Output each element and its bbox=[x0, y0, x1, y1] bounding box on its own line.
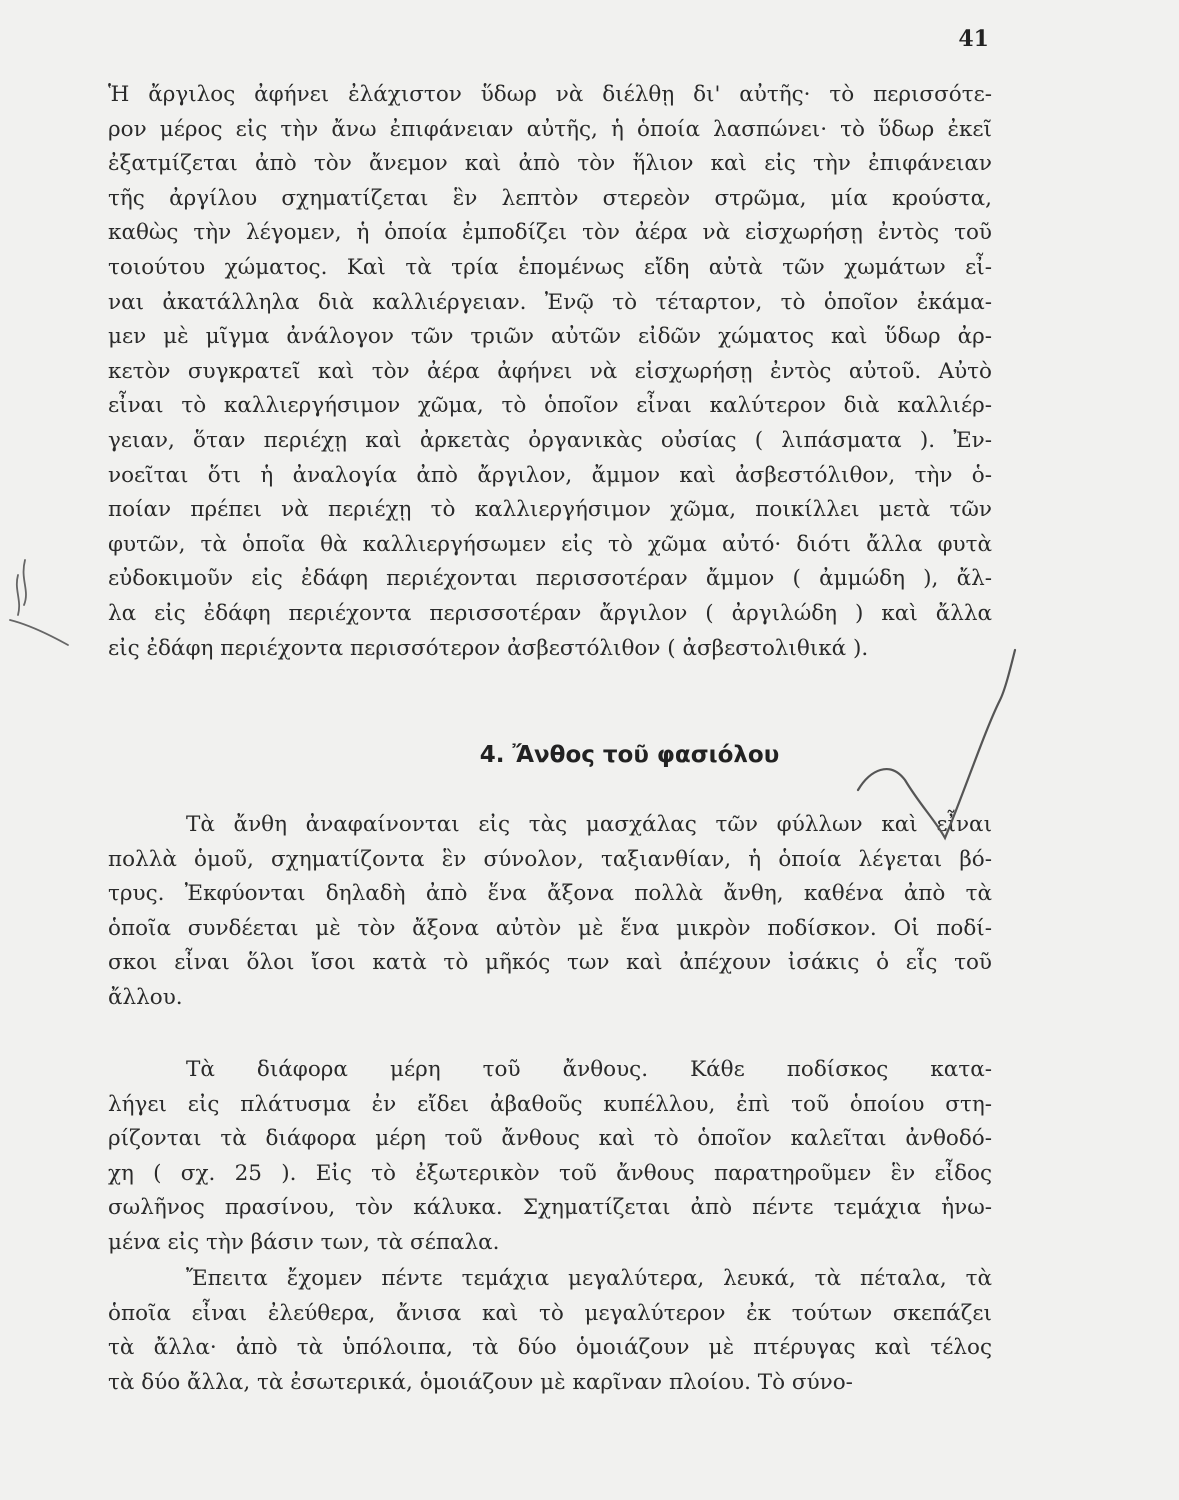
section-heading: 4. Ἄνθος τοῦ φασιόλου bbox=[479, 742, 780, 768]
text-line: ὁποῖα συνδέεται μὲ τὸν ἄξονα αὐτὸν μὲ ἕνα μικρὸν ποδίσκον. Οἱ ποδί- bbox=[108, 915, 992, 941]
text-line: τρυς. Ἐκφύονται δηλαδὴ ἀπὸ ἕνα ἄξονα πολλὰ ἄνθη, καθένα ἀπὸ τὰ bbox=[108, 881, 992, 907]
text-line: τοιούτου χώματος. Καὶ τὰ τρία ἑπομένως εἴδη αὐτὰ τῶν χωμάτων εἶ- bbox=[108, 254, 992, 280]
text-line: σκοι εἶναι ὅλοι ἴσοι κατὰ τὸ μῆκός των καὶ ἀπέχουν ἰσάκις ὁ εἷς τοῦ bbox=[108, 950, 992, 976]
paragraph-inflorescence bbox=[108, 808, 992, 1016]
text-line: γειαν, ὅταν περιέχῃ καὶ ἀρκετὰς ὀργανικὰς οὐσίας ( λιπάσματα ). Ἐν- bbox=[108, 427, 992, 453]
text-line: μένα εἰς τὴν βάσιν των, τὰ σέπαλα. bbox=[108, 1229, 500, 1255]
text-line: νοεῖται ὅτι ἡ ἀναλογία ἀπὸ ἄργιλον, ἄμμον καὶ ἀσβεστόλιθον, τὴν ὁ- bbox=[108, 462, 992, 488]
text-line: φυτῶν, τὰ ὁποῖα θὰ καλλιεργήσωμεν εἰς τὸ χῶμα αὐτό· διότι ἄλλα φυτὰ bbox=[108, 531, 992, 557]
text-line: ποίαν πρέπει νὰ περιέχῃ τὸ καλλιεργήσιμον χῶμα, ποικίλλει μετὰ τῶν bbox=[108, 497, 992, 523]
paragraph-petals bbox=[108, 1262, 992, 1400]
text-line: χη ( σχ. 25 ). Εἰς τὸ ἐξωτερικὸν τοῦ ἄνθους παρατηροῦμεν ἓν εἶδος bbox=[108, 1160, 992, 1186]
text-line: Ἡ ἄργιλος ἀφήνει ἐλάχιστον ὕδωρ νὰ διέλθῃ δι' αὐτῆς· τὸ περισσότε- bbox=[108, 82, 992, 107]
text-line: εἰς ἐδάφη περιέχοντα περισσότερον ἀσβεστόλιθον ( ἀσβεστολιθικά ). bbox=[108, 635, 869, 661]
paragraph-flower-parts bbox=[108, 1053, 992, 1261]
text-line: λα εἰς ἐδάφη περιέχοντα περισσοτέραν ἄργιλον ( ἀργιλώδη ) καὶ ἄλλα bbox=[108, 600, 992, 626]
text-line: σωλῆνος πρασίνου, τὸν κάλυκα. Σχηματίζεται ἀπὸ πέντε τεμάχια ἡνω- bbox=[108, 1195, 992, 1221]
text-line: λήγει εἰς πλάτυσμα ἐν εἴδει ἀβαθοῦς κυπέλλου, ἐπὶ τοῦ ὁποίου στη- bbox=[108, 1091, 992, 1117]
text-line: Τὰ διάφορα μέρη τοῦ ἄνθους. Κάθε ποδίσκος κατα- bbox=[186, 1057, 992, 1082]
text-line: πολλὰ ὁμοῦ, σχηματίζοντα ἓν σύνολον, ταξιανθίαν, ἡ ὁποία λέγεται βό- bbox=[108, 846, 992, 872]
text-line: ἄλλου. bbox=[108, 984, 183, 1010]
text-line: τῆς ἀργίλου σχηματίζεται ἓν λεπτὸν στερεὸν στρῶμα, μία κρούστα, bbox=[108, 185, 992, 211]
text-line: εἶναι τὸ καλλιεργήσιμον χῶμα, τὸ ὁποῖον εἶναι καλύτερον διὰ καλλιέρ- bbox=[108, 393, 992, 419]
text-line: κετὸν συγκρατεῖ καὶ τὸν ἀέρα ἀφήνει νὰ εἰσχωρήσῃ ἐντὸς αὐτοῦ. Αὐτὸ bbox=[108, 358, 992, 384]
text-line: Τὰ ἄνθη ἀναφαίνονται εἰς τὰς μασχάλας τῶν φύλλων καὶ εἶναι bbox=[186, 812, 992, 837]
text-line: τὰ ἄλλα· ἀπὸ τὰ ὑπόλοιπα, τὰ δύο ὁμοιάζουν μὲ πτέρυγας καὶ τέλος bbox=[108, 1335, 992, 1361]
text-line: καθὼς τὴν λέγομεν, ἡ ὁποία ἐμποδίζει τὸν ἀέρα νὰ εἰσχωρήσῃ ἐντὸς τοῦ bbox=[108, 220, 992, 246]
page-number: 41 bbox=[958, 26, 989, 52]
text-line: μεν μὲ μῖγμα ἀνάλογον τῶν τριῶν αὐτῶν εἰδῶν χώματος καὶ ὕδωρ ἀρ- bbox=[108, 324, 992, 350]
text-line: Ἔπειτα ἔχομεν πέντε τεμάχια μεγαλύτερα, λευκά, τὰ πέταλα, τὰ bbox=[186, 1266, 992, 1291]
text-line: ναι ἀκατάλληλα διὰ καλλιέργειαν. Ἐνῷ τὸ τέταρτον, τὸ ὁποῖον ἐκάμα- bbox=[108, 289, 992, 315]
text-line: τὰ δύο ἄλλα, τὰ ἐσωτερικά, ὁμοιάζουν μὲ καρῖναν πλοίου. Τὸ σύνο- bbox=[108, 1369, 853, 1395]
text-line: ρον μέρος εἰς τὴν ἄνω ἐπιφάνειαν αὐτῆς, ἡ ὁποία λασπώνει· τὸ ὕδωρ ἐκεῖ bbox=[108, 116, 992, 142]
text-line: ἐξατμίζεται ἀπὸ τὸν ἄνεμον καὶ ἀπὸ τὸν ἥλιον καὶ εἰς τὴν ἐπιφάνειαν bbox=[108, 151, 992, 177]
paragraph-soil bbox=[108, 78, 992, 666]
text-line: εὐδοκιμοῦν εἰς ἐδάφη περιέχονται περισσοτέραν ἄμμον ( ἀμμώδη ), ἄλ- bbox=[108, 566, 992, 592]
text-line: ρίζονται τὰ διάφορα μέρη τοῦ ἄνθους καὶ τὸ ὁποῖον καλεῖται ἀνθοδό- bbox=[108, 1126, 992, 1152]
text-line: ὁποῖα εἶναι ἐλεύθερα, ἄνισα καὶ τὸ μεγαλύτερον ἐκ τούτων σκεπάζει bbox=[108, 1300, 992, 1326]
